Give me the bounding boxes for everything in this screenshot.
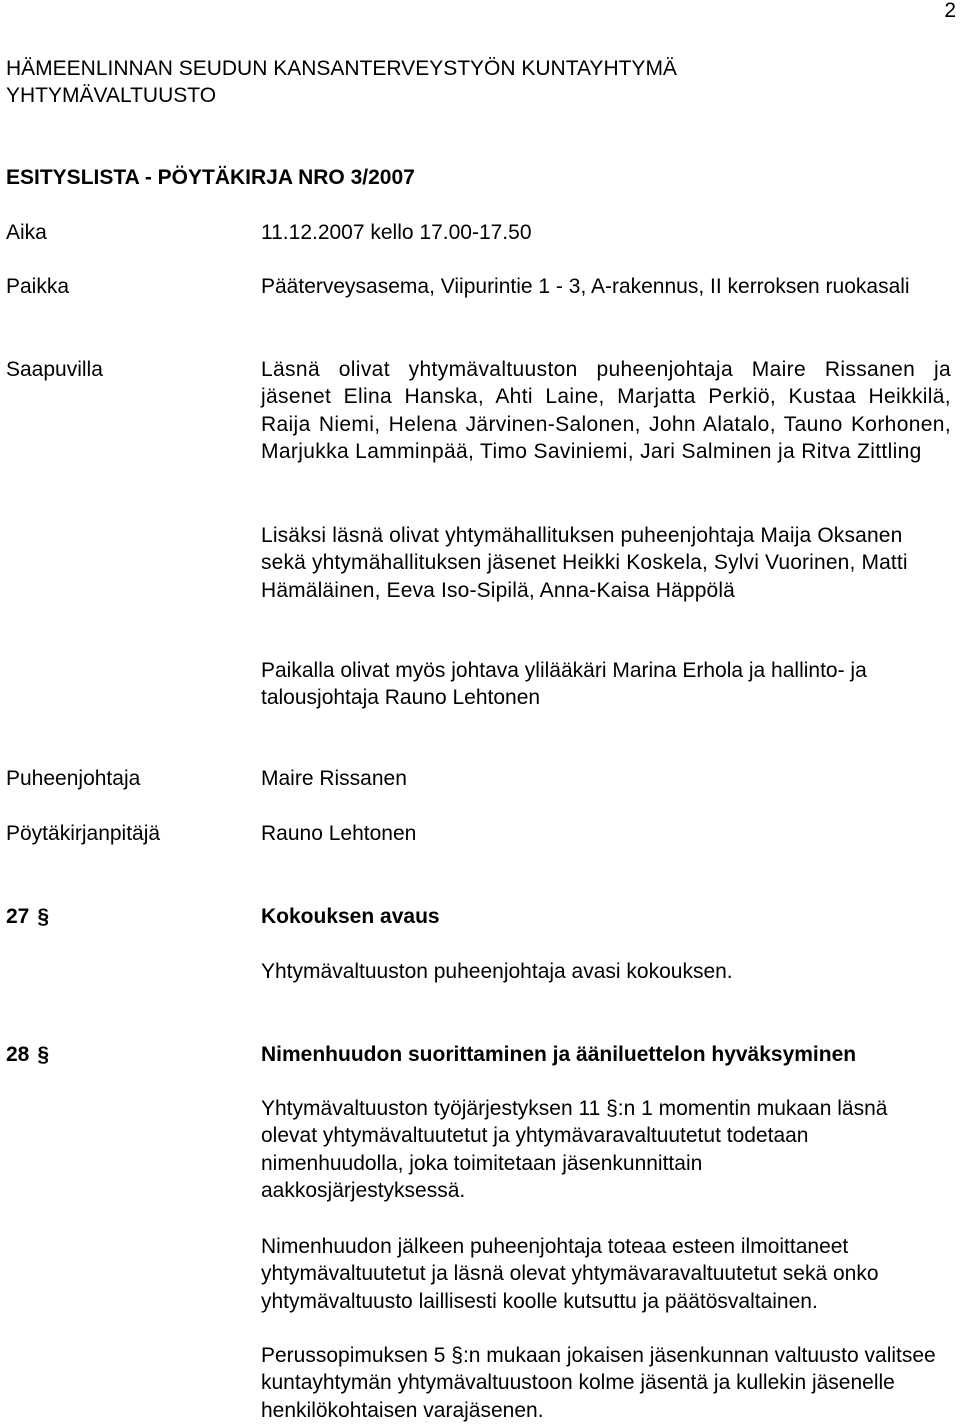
officials-paragraph: Paikalla olivat myös johtava ylilääkäri Marina Erhola ja hallinto- ja talousjohtaja Rauno Lehtonen xyxy=(261,659,867,710)
paikka-label: Paikka xyxy=(6,275,70,298)
attendees-paragraph: Läsnä olivat yhtymävaltuuston puheenjohtaja Maire Rissanen ja jäsenet Elina Hanska, Ahti Laine, Marjatta Perkiö, Kustaa Heikkilä, Raija Niemi, Helena Järvinen-Salonen, John Alatalo, Tauno Korhonen, Marjukka Lamminpää, Timo Saviniemi, Jari Salminen ja Ritva Zittling xyxy=(261,358,951,463)
section-title: Nimenhuudon suorittaminen ja ääniluettelon hyväksyminen xyxy=(261,1043,857,1066)
puheenjohtaja-value: Maire Rissanen xyxy=(261,767,407,790)
page-number: 2 xyxy=(944,0,956,22)
section-symbol: § xyxy=(37,905,50,928)
section-number xyxy=(6,1041,49,1068)
paikka-value: Pääterveysasema, Viipurintie 1 - 3, A-rakennus, II kerroksen ruokasali xyxy=(261,275,910,298)
poytakirjanpitaja-value: Rauno Lehtonen xyxy=(261,822,417,845)
puheenjohtaja-label: Puheenjohtaja xyxy=(6,767,141,790)
section-title: Kokouksen avaus xyxy=(261,905,440,928)
aika-value: 11.12.2007 kello 17.00-17.50 xyxy=(261,221,532,244)
section-number xyxy=(6,903,49,930)
poytakirjanpitaja-label: Pöytäkirjanpitäjä xyxy=(6,822,161,845)
section-number-value: 28 xyxy=(6,1043,30,1066)
document-title: ESITYSLISTA - PÖYTÄKIRJA NRO 3/2007 xyxy=(6,166,415,189)
section-number-value: 27 xyxy=(6,905,30,928)
aika-label: Aika xyxy=(6,221,47,244)
board-attendees-paragraph: Lisäksi läsnä olivat yhtymähallituksen puheenjohtaja Maija Oksanen sekä yhtymähallituksen jäsenet Heikki Koskela, Sylvi Vuorinen, Matti Hämäläinen, Eeva Iso-Sipilä, Anna-Kaisa Häppölä xyxy=(261,524,908,602)
section-paragraph: Yhtymävaltuuston puheenjohtaja avasi kokouksen. xyxy=(261,960,733,983)
org-name: HÄMEENLINNAN SEUDUN KANSANTERVEYSTYÖN KUNTAYHTYMÄ xyxy=(6,57,677,80)
section-symbol: § xyxy=(37,1043,50,1066)
section-paragraph: Nimenhuudon jälkeen puheenjohtaja toteaa esteen ilmoittaneet yhtymävaltuutetut ja läsnä olevat yhtymävaravaltuutetut sekä onko yhtymävaltuusto laillisesti koolle kutsuttu ja päätösvaltainen. xyxy=(261,1235,879,1313)
assembly-name: YHTYMÄVALTUUSTO xyxy=(6,84,217,107)
section-paragraph: Yhtymävaltuuston työjärjestyksen 11 §:n 1 momentin mukaan läsnä olevat yhtymävaltuutetut ja yhtymävaravaltuutetut todetaan nimenhuudolla, joka toimitetaan jäsenkunnittain aakkosjärjestyksessä. xyxy=(261,1097,888,1202)
section-paragraph: Perussopimuksen 5 §:n mukaan jokaisen jäsenkunnan valtuusto valitsee kuntayhtymän yhtymävaltuustoon kolme jäsentä ja kullekin jäsenelle henkilökohtaisen varajäsenen. xyxy=(261,1344,936,1422)
saapuvilla-label: Saapuvilla xyxy=(6,358,103,381)
